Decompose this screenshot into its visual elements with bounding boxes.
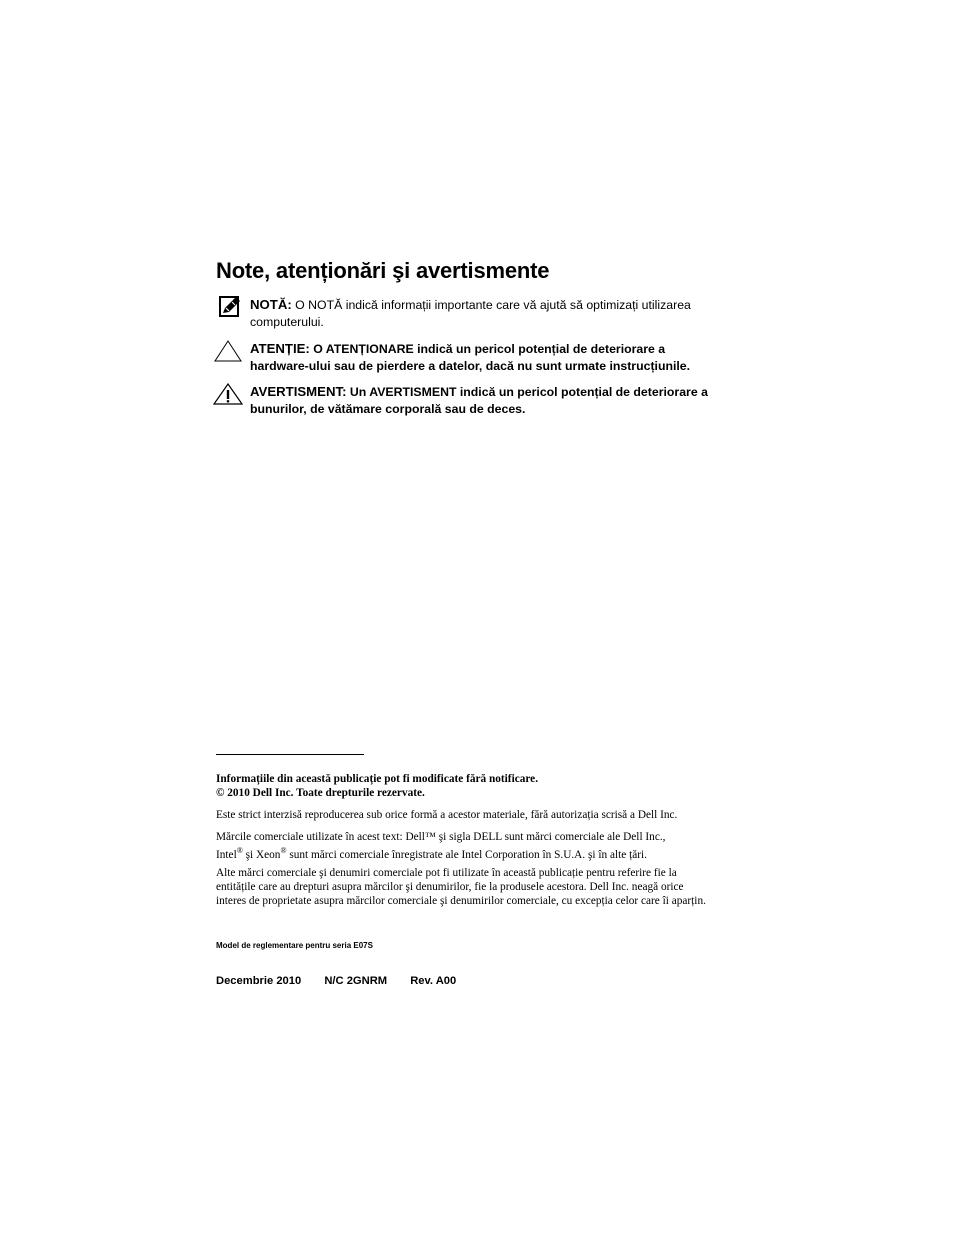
- trademarks-line2: Intel® şi Xeon® sunt mărci comerciale înregistrate ale Intel Corporation în S.U.A. şi în alte țări.: [216, 846, 647, 861]
- warning-notice: [212, 383, 722, 418]
- warning-text: [250, 383, 722, 418]
- footer-revision: Rev. A00: [410, 975, 457, 987]
- regulatory-model: Model de reglementare pentru seria E07S: [216, 941, 373, 950]
- caution-triangle-icon: [212, 340, 242, 364]
- trademarks-line1: Mărcile comerciale utilizate în acest text: Dell™ şi sigla DELL sunt mărci comerciale ale Dell Inc.,: [216, 831, 666, 843]
- trademarks-notice: [216, 830, 721, 862]
- caution-label: ATENȚIE:: [250, 341, 310, 356]
- legal-change-notice: Informațiile din această publicație pot fi modificate fără notificare.: [216, 773, 539, 785]
- copyright: © 2010 Dell Inc. Toate drepturile rezervate.: [216, 787, 425, 799]
- reproduction-notice: Este strict interzisă reproducerea sub orice formă a acestor materiale, fără autorizația scrisă a Dell Inc.: [216, 809, 678, 821]
- footer-date: Decembrie 2010: [216, 975, 302, 987]
- caution-body: O ATENȚIONARE indică un pericol potențial de deteriorare a hardware-ului sau de pierdere a datelor, dacă nu sunt urmate instrucțiunile.: [250, 342, 691, 373]
- caution-text: [250, 340, 722, 375]
- footer-part-number: N/C 2GNRM: [324, 975, 388, 987]
- caution-notice: [212, 340, 722, 375]
- page-title: Note, atenționări şi avertismente: [216, 258, 550, 283]
- note-text: [250, 296, 722, 331]
- legal-notice: [216, 772, 721, 800]
- separator-rule: [216, 754, 364, 755]
- note-body: O NOTĂ indică informații importante care vă ajută să optimizați utilizarea computerului.: [250, 298, 691, 329]
- note-notice: [212, 296, 722, 331]
- document-footer: [216, 975, 476, 987]
- warning-label: AVERTISMENT:: [250, 384, 347, 399]
- other-trademarks-notice: Alte mărci comerciale şi denumiri comerciale pot fi utilizate în această publicație pentru referire fie la entitățile care au drepturi asupra mărcilor şi denumirilor, fie la produsele acestora. Dell Inc. neagă orice interes de proprietate asupra mărcilor comerciale şi denumirilor comerciale, cu excepția celor care îi aparțin.: [216, 867, 706, 907]
- note-pencil-icon: [212, 296, 242, 320]
- warning-body: Un AVERTISMENT indică un pericol potențial de deteriorare a bunurilor, de vătămare corporală sau de deces.: [250, 385, 708, 416]
- note-label: NOTĂ:: [250, 297, 292, 312]
- warning-exclamation-icon: [212, 383, 242, 407]
